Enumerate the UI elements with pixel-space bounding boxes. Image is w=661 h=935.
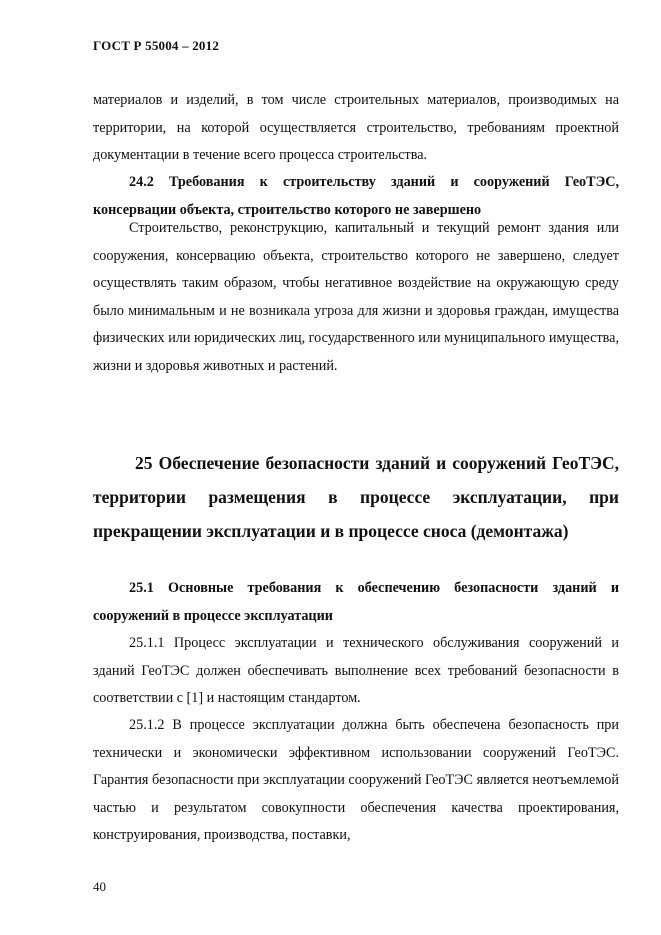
section-heading-25: 25 Обеспечение безопасности зданий и сооружений ГеоТЭС, территории размещения в процессе эксплуатации, при прекращении эксплуатации и в процессе сноса (демонтажа) xyxy=(93,453,619,541)
paragraph-construction: Строительство, реконструкцию, капитальный и текущий ремонт здания или сооружения, консервацию объекта, строительство которого не завершено, следует осуществлять таким образом, чтобы негативное воздействие на окружающую среду было минимальным и не возникала угроза для жизни и здоровья граждан, имущества физических или юридических лиц, государственного или муниципального имущества, жизни и здоровья животных и растений. xyxy=(93,220,619,374)
section-heading-24-2: 24.2 Требования к строительству зданий и сооружений ГеоТЭС, консервации объекта, строительство которого не завершено xyxy=(93,174,619,218)
page-number: 40 xyxy=(93,879,106,894)
paragraph-25-1-1: 25.1.1 Процесс эксплуатации и технического обслуживания сооружений и зданий ГеоТЭС должен обеспечивать выполнение всех требований безопасности в соответствии с [1] и настоящим стандартом. xyxy=(93,635,619,706)
document-header: ГОСТ Р 55004 – 2012 xyxy=(93,38,220,53)
paragraph-continuation: материалов и изделий, в том числе строительных материалов, производимых на территории, на которой осуществляется строительство, требованиям проектной документации в течение всего процесса строительства. xyxy=(93,92,619,163)
section-heading-25-1: 25.1 Основные требования к обеспечению безопасности зданий и сооружений в процессе эксплуатации xyxy=(93,580,619,624)
paragraph-25-1-2: 25.1.2 В процессе эксплуатации должна быть обеспечена безопасность при технически и экономически эффективном использовании сооружений ГеоТЭС. Гарантия безопасности при эксплуатации сооружений ГеоТЭС является неотъемлемой частью и результатом совокупности обеспечения качества проектирования, конструирования, производства, поставки, xyxy=(93,717,619,843)
